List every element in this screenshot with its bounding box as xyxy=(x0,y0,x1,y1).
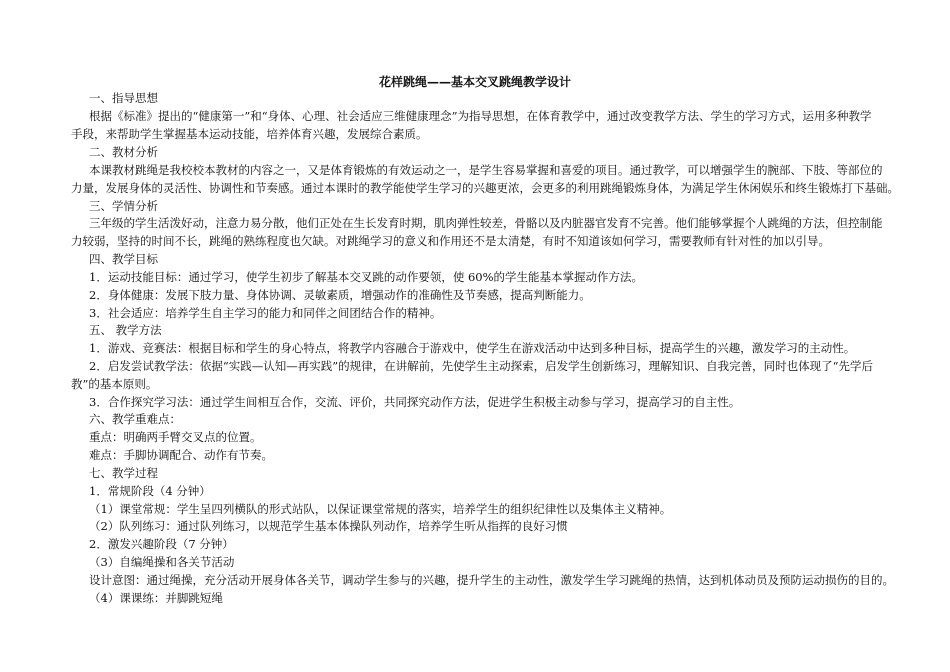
list-item: （3）自编绳操和各关节活动 xyxy=(89,555,235,569)
section-heading-guiding-ideology: 一、指导思想 xyxy=(89,91,158,105)
section-heading-student-analysis: 三、学情分析 xyxy=(89,199,158,213)
list-item: 3．合作探究学习法：通过学生间相互合作，交流、评价，共同探究动作方法，促进学生积极主动参与学习，提高学习的自主性。 xyxy=(89,395,741,409)
list-item: 2．身体健康：发展下肢力量、身体协调、灵敏素质，增强动作的准确性及节奏感，提高判断能力。 xyxy=(89,288,591,302)
list-item: 2．激发兴趣阶段（7 分钟） xyxy=(89,537,234,551)
paragraph-line: 手段，来帮助学生掌握基本运动技能，培养体育兴趣，发展综合素质。 xyxy=(71,127,428,141)
list-item: 难点：手脚协调配合、动作有节奏。 xyxy=(89,448,273,462)
paragraph-line: 三年级的学生活泼好动，注意力易分散，他们正处在生长发育时期，肌肉弹性较差，骨骼以及内脏器官发育不完善。他们能够掌握个人跳绳的方法，但控制能 xyxy=(89,216,883,230)
paragraph-line: 教”的基本原则。 xyxy=(71,377,158,391)
list-item: 3．社会适应：培养学生自主学习的能力和同伴之间团结合作的精神。 xyxy=(89,306,442,320)
section-heading-teaching-goals: 四、教学目标 xyxy=(89,252,158,266)
list-item: （1）课堂常规：学生呈四列横队的形式站队，以保证课堂常规的落实，培养学生的组织纪律性以及集体主义精神。 xyxy=(89,502,672,516)
section-heading-material-analysis: 二、教材分析 xyxy=(89,145,158,159)
list-item: 1．常规阶段（4 分钟） xyxy=(89,484,211,498)
list-item: 2．启发尝试教学法：依据“实践—认知—再实践”的规律，在讲解前，先使学生主动探索，启发学生创新练习，理解知识、自我完善，同时也体现了“先学后 xyxy=(89,359,873,373)
list-item: （4）课课练：并脚跳短绳 xyxy=(89,591,223,605)
list-item: 重点：明确两手臂交叉点的位置。 xyxy=(89,430,262,444)
paragraph-line: 力较弱，坚持的时间不长，跳绳的熟练程度也欠缺。对跳绳学习的意义和作用还不是太清楚，有时不知道该如何学习，需要教师有针对性的加以引导。 xyxy=(71,234,830,248)
list-item: 1．游戏、竞赛法：根据目标和学生的身心特点，将教学内容融合于游戏中，使学生在游戏活动中达到多种目标，提高学生的兴趣，激发学习的主动性。 xyxy=(89,341,856,355)
list-item: （2）队列练习：通过队列练习，以规范学生基本体操队列动作，培养学生听从指挥的良好习惯 xyxy=(89,519,568,533)
section-heading-teaching-methods: 五、 教学方法 xyxy=(89,323,162,337)
document-title: 花样跳绳——基本交叉跳绳教学设计 xyxy=(378,75,571,89)
paragraph-line: 力量，发展身体的灵活性、协调性和节奏感。通过本课时的教学能使学生学习的兴趣更浓，会更多的利用跳绳锻炼身体，为满足学生休闲娱乐和终生锻炼打下基础。 xyxy=(71,181,899,195)
section-heading-key-difficulties: 六、教学重难点： xyxy=(89,412,181,426)
paragraph-line: 根据《标准》提出的“健康第一”和“身体、心理、社会适应三维健康理念”为指导思想，在体育教学中，通过改变教学方法、学生的学习方式，运用多种教学 xyxy=(89,109,872,123)
list-item: 1．运动技能目标：通过学习，使学生初步了解基本交叉跳的动作要领，使 60%的学生能基本掌握动作方法。 xyxy=(89,270,644,284)
paragraph-line: 设计意图：通过绳操，充分活动开展身体各关节，调动学生参与的兴趣，提升学生的主动性，激发学生学习跳绳的热情，达到机体动员及预防运动损伤的目的。 xyxy=(89,573,894,587)
paragraph-line: 本课教材跳绳是我校校本教材的内容之一，又是体育锻炼的有效运动之一，是学生容易掌握和喜爱的项目。通过教学，可以增强学生的腕部、下肢、等部位的 xyxy=(89,163,883,177)
section-heading-teaching-process: 七、教学过程 xyxy=(89,466,158,480)
